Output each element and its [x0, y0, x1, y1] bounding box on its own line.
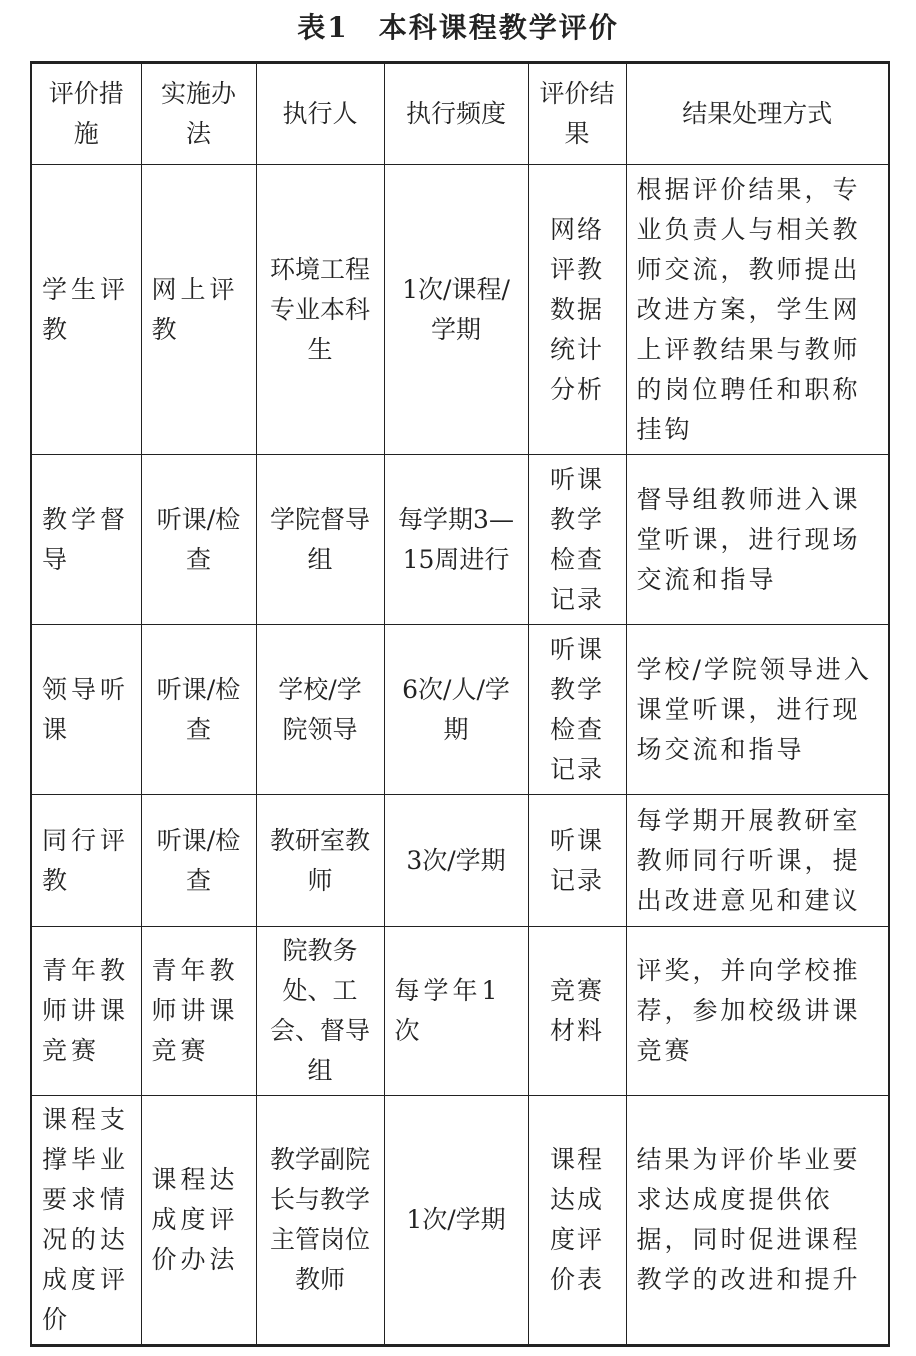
cell-result: 听课教学检查记录	[528, 625, 626, 795]
cell-result: 听课教学检查记录	[528, 455, 626, 625]
cell-result: 竞赛材料	[528, 927, 626, 1096]
cell-measure: 教学督导	[31, 455, 141, 625]
cell-executor: 教学副院长与教学主管岗位教师	[256, 1096, 384, 1346]
cell-measure: 青年教师讲课竞赛	[31, 927, 141, 1096]
cell-result: 课程达成度评价表	[528, 1096, 626, 1346]
cell-handling: 评奖，并向学校推荐，参加校级讲课竞赛	[626, 927, 889, 1096]
header-result: 评价结果	[528, 63, 626, 165]
table-row	[31, 455, 889, 625]
cell-method: 课程达成度评价办法	[141, 1096, 256, 1346]
cell-handling: 结果为评价毕业要求达成度提供依据，同时促进课程教学的改进和提升	[626, 1096, 889, 1346]
table-row	[31, 795, 889, 927]
table-row	[31, 625, 889, 795]
cell-frequency: 6次/人/学期	[384, 625, 528, 795]
cell-frequency: 每学年1次	[384, 927, 528, 1096]
cell-method: 听课/检查	[141, 455, 256, 625]
cell-handling: 督导组教师进入课堂听课，进行现场交流和指导	[626, 455, 889, 625]
cell-measure: 同行评教	[31, 795, 141, 927]
cell-result: 听课记录	[528, 795, 626, 927]
cell-frequency: 1次/课程/学期	[384, 165, 528, 455]
cell-frequency: 3次/学期	[384, 795, 528, 927]
cell-executor: 院教务处、工会、督导组	[256, 927, 384, 1096]
cell-method: 青年教师讲课竞赛	[141, 927, 256, 1096]
cell-method: 网上评教	[141, 165, 256, 455]
cell-handling: 根据评价结果，专业负责人与相关教师交流，教师提出改进方案，学生网上评教结果与教师的岗位聘任和职称挂钩	[626, 165, 889, 455]
cell-executor: 学院督导组	[256, 455, 384, 625]
header-frequency: 执行频度	[384, 63, 528, 165]
header-executor: 执行人	[256, 63, 384, 165]
header-handling: 结果处理方式	[626, 63, 889, 165]
cell-executor: 学校/学院领导	[256, 625, 384, 795]
table-row	[31, 1096, 889, 1346]
header-measure: 评价措施	[31, 63, 141, 165]
cell-measure: 学生评教	[31, 165, 141, 455]
cell-frequency: 每学期3—15周进行	[384, 455, 528, 625]
cell-method: 听课/检查	[141, 625, 256, 795]
table-row	[31, 927, 889, 1096]
course-evaluation-table	[30, 61, 890, 1347]
cell-executor: 环境工程专业本科生	[256, 165, 384, 455]
cell-frequency: 1次/学期	[384, 1096, 528, 1346]
cell-measure: 课程支撑毕业要求情况的达成度评价	[31, 1096, 141, 1346]
cell-method: 听课/检查	[141, 795, 256, 927]
table-caption: 表1 本科课程教学评价	[297, 11, 619, 44]
cell-measure: 领导听课	[31, 625, 141, 795]
cell-executor: 教研室教师	[256, 795, 384, 927]
header-row	[31, 63, 889, 165]
cell-handling: 学校/学院领导进入课堂听课，进行现场交流和指导	[626, 625, 889, 795]
header-method: 实施办法	[141, 63, 256, 165]
cell-result: 网络评教数据统计分析	[528, 165, 626, 455]
cell-handling: 每学期开展教研室教师同行听课，提出改进意见和建议	[626, 795, 889, 927]
table-row	[31, 165, 889, 455]
